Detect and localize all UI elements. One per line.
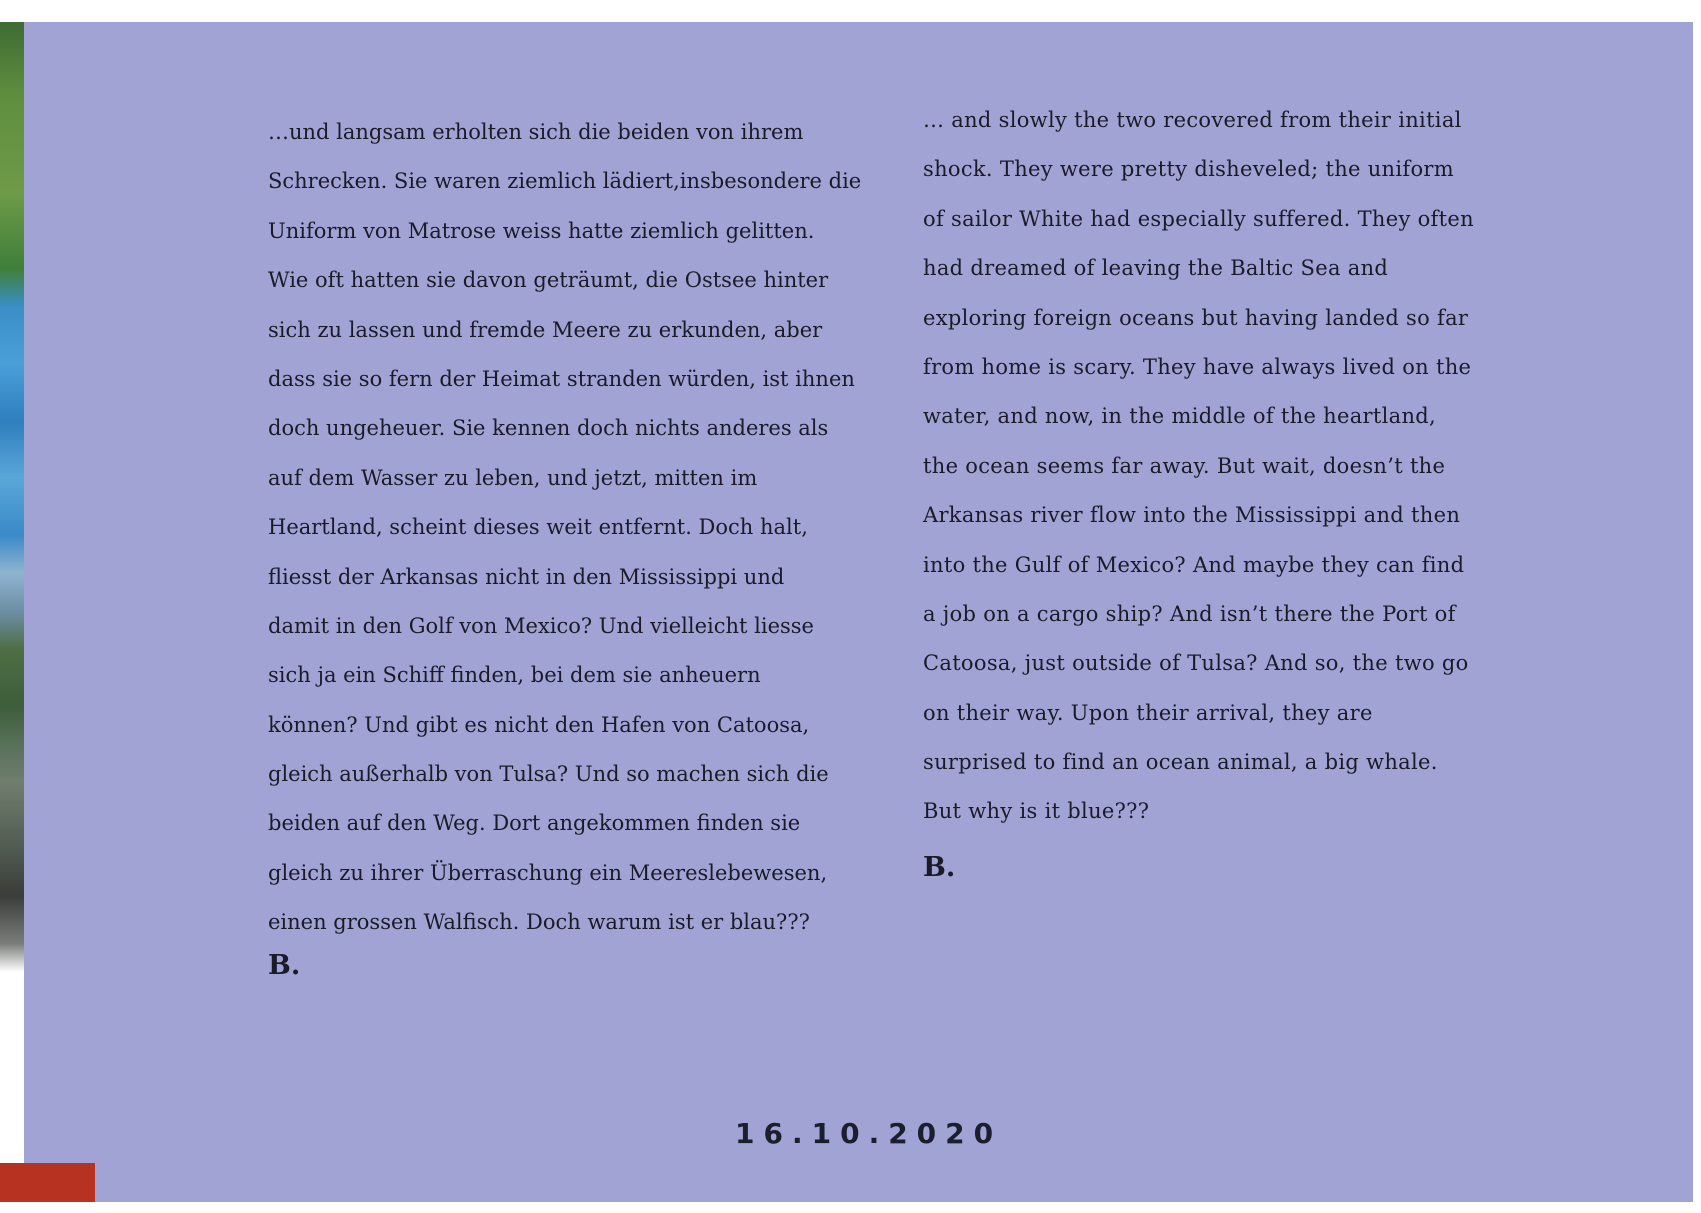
english-text-line: Catoosa, just outside of Tulsa? And so, the two go (923, 651, 1469, 676)
english-text-line: into the Gulf of Mexico? And maybe they can find (923, 552, 1465, 577)
english-signature: B. (923, 852, 956, 883)
german-text-line: fliesst der Arkansas nicht in den Mississippi und (268, 564, 785, 589)
german-text-line: Heartland, scheint dieses weit entfernt. Doch halt, (268, 515, 808, 540)
english-text-line: on their way. Upon their arrival, they are (923, 700, 1373, 725)
german-text-line: …und langsam erholten sich die beiden von ihrem (268, 120, 804, 144)
english-text-line: exploring foreign oceans but having landed so far (923, 305, 1469, 330)
german-text-line: Schrecken. Sie waren ziemlich lädiert,insbesondere die (268, 169, 862, 194)
english-text-line: … and slowly the two recovered from their initial (923, 108, 1462, 132)
german-text-line: gleich außerhalb von Tulsa? Und so machen sich die (268, 762, 829, 787)
english-text-line: shock. They were pretty disheveled; the uniform (923, 157, 1454, 182)
german-signature: B. (268, 950, 301, 981)
german-text-line: sich ja ein Schiff finden, bei dem sie anheuern (268, 663, 761, 688)
english-text-line: surprised to find an ocean animal, a big whale. (923, 750, 1438, 775)
red-accent-block (0, 1163, 95, 1202)
date-label: 16.10.2020 (735, 1117, 1003, 1150)
german-text-line: können? Und gibt es nicht den Hafen von Catoosa, (268, 712, 810, 737)
german-text-line: einen grossen Walfisch. Doch warum ist er blau??? (268, 910, 810, 935)
german-text-line: damit in den Golf von Mexico? Und vielleicht liesse (268, 613, 814, 638)
german-text-line: Uniform von Matrose weiss hatte ziemlich gelitten. (268, 218, 815, 243)
german-text-line: dass sie so fern der Heimat stranden würden, ist ihnen (268, 366, 855, 391)
english-text-line: water, and now, in the middle of the heartland, (923, 404, 1437, 429)
german-text-line: beiden auf den Weg. Dort angekommen finden sie (268, 811, 801, 836)
photo-edge-strip (0, 22, 24, 972)
english-text-line: the ocean seems far away. But wait, doesn’t the (923, 453, 1446, 478)
german-text-line: gleich zu ihrer Überraschung ein Meereslebewesen, (268, 860, 828, 885)
english-text-line: of sailor White had especially suffered. They often (923, 206, 1474, 231)
german-text-line: sich zu lassen und fremde Meere zu erkunden, aber (268, 317, 823, 342)
english-text-line: Arkansas river flow into the Mississippi and then (923, 503, 1461, 528)
english-text-column (923, 96, 1474, 837)
english-text-line: a job on a cargo ship? And isn’t there the Port of (923, 601, 1456, 626)
german-text-column (268, 108, 861, 948)
english-text-line: But why is it blue??? (923, 799, 1150, 824)
german-text-line: doch ungeheuer. Sie kennen doch nichts anderes als (268, 416, 829, 441)
german-text-line: Wie oft hatten sie davon geträumt, die Ostsee hinter (268, 268, 829, 293)
german-text-line: auf dem Wasser zu leben, und jetzt, mitten im (268, 465, 758, 490)
english-text-line: from home is scary. They have always lived on the (923, 354, 1472, 379)
english-text-line: had dreamed of leaving the Baltic Sea and (923, 256, 1389, 281)
